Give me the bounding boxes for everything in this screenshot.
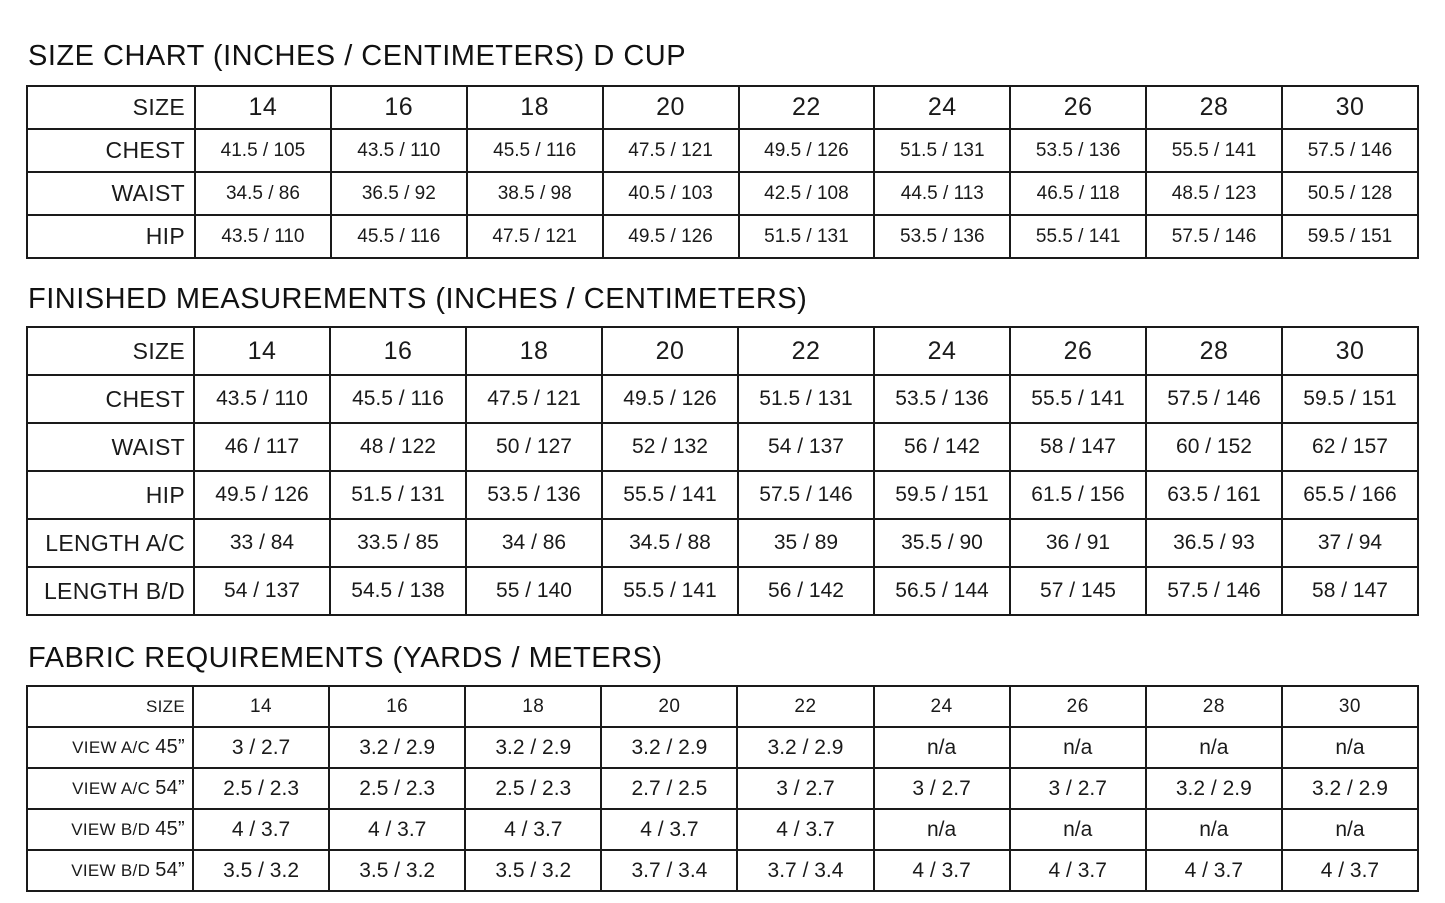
column-header-size: 16	[329, 686, 465, 727]
cell: 47.5 / 121	[603, 129, 739, 172]
column-header-size: 22	[739, 86, 875, 129]
column-header-size: 18	[465, 686, 601, 727]
row-label: WAIST	[27, 172, 195, 215]
cell: 53.5 / 136	[874, 215, 1010, 258]
cell: 54.5 / 138	[330, 567, 466, 615]
cell: n/a	[1146, 809, 1282, 850]
row-label-text: VIEW A/C	[72, 738, 151, 757]
cell: 43.5 / 110	[194, 375, 330, 423]
cell: 36.5 / 92	[331, 172, 467, 215]
cell: 3 / 2.7	[737, 768, 873, 809]
cell: 4 / 3.7	[193, 809, 329, 850]
row-label	[27, 768, 193, 809]
column-header-size: 18	[466, 327, 602, 375]
column-header-size: 22	[738, 327, 874, 375]
table-row	[27, 809, 1418, 850]
table-row	[27, 375, 1418, 423]
column-header-size: 14	[193, 686, 329, 727]
cell: 4 / 3.7	[874, 850, 1010, 891]
cell: 56 / 142	[738, 567, 874, 615]
cell: 56 / 142	[874, 423, 1010, 471]
cell: 57.5 / 146	[738, 471, 874, 519]
corner-label: SIZE	[27, 86, 195, 129]
section-fabric-requirements	[26, 642, 1419, 892]
fabric-requirements-table	[26, 685, 1419, 892]
cell: 4 / 3.7	[1146, 850, 1282, 891]
table-header-row	[27, 86, 1418, 129]
cell: 50 / 127	[466, 423, 602, 471]
cell: 3.2 / 2.9	[1146, 768, 1282, 809]
column-header-size: 24	[874, 686, 1010, 727]
cell: 3.7 / 3.4	[601, 850, 737, 891]
cell: 49.5 / 126	[603, 215, 739, 258]
cell: 57.5 / 146	[1282, 129, 1418, 172]
cell: 55.5 / 141	[1010, 215, 1146, 258]
cell: 65.5 / 166	[1282, 471, 1418, 519]
cell: 35 / 89	[738, 519, 874, 567]
cell: 37 / 94	[1282, 519, 1418, 567]
cell: n/a	[1146, 727, 1282, 768]
cell: 3.5 / 3.2	[465, 850, 601, 891]
cell: 53.5 / 136	[874, 375, 1010, 423]
cell: 44.5 / 113	[874, 172, 1010, 215]
cell: 43.5 / 110	[331, 129, 467, 172]
cell: 51.5 / 131	[738, 375, 874, 423]
cell: 45.5 / 116	[330, 375, 466, 423]
column-header-size: 20	[603, 86, 739, 129]
column-header-size: 20	[602, 327, 738, 375]
table-row	[27, 519, 1418, 567]
cell: 4 / 3.7	[465, 809, 601, 850]
section-size-chart	[26, 40, 1419, 259]
column-header-size: 28	[1146, 327, 1282, 375]
cell: 53.5 / 136	[466, 471, 602, 519]
cell: n/a	[874, 727, 1010, 768]
cell: 45.5 / 116	[467, 129, 603, 172]
cell: 59.5 / 151	[1282, 375, 1418, 423]
column-header-size: 26	[1010, 86, 1146, 129]
column-header-size: 28	[1146, 86, 1282, 129]
cell: 42.5 / 108	[739, 172, 875, 215]
column-header-size: 30	[1282, 686, 1418, 727]
section-heading: FINISHED MEASUREMENTS (INCHES / CENTIMETERS)	[28, 283, 808, 315]
column-header-size: 14	[195, 86, 331, 129]
cell: 43.5 / 110	[195, 215, 331, 258]
cell: 3.2 / 2.9	[465, 727, 601, 768]
cell: 33 / 84	[194, 519, 330, 567]
cell: 3.5 / 3.2	[193, 850, 329, 891]
cell: 50.5 / 128	[1282, 172, 1418, 215]
cell: 3 / 2.7	[193, 727, 329, 768]
cell: 2.5 / 2.3	[329, 768, 465, 809]
column-header-size: 16	[330, 327, 466, 375]
cell: 59.5 / 151	[874, 471, 1010, 519]
cell: 51.5 / 131	[739, 215, 875, 258]
size-chart-table	[26, 85, 1419, 259]
cell: 54 / 137	[738, 423, 874, 471]
cell: 3.2 / 2.9	[601, 727, 737, 768]
cell: n/a	[1010, 727, 1146, 768]
cell: 57 / 145	[1010, 567, 1146, 615]
cell: 3 / 2.7	[874, 768, 1010, 809]
row-label	[27, 727, 193, 768]
cell: 57.5 / 146	[1146, 567, 1282, 615]
cell: 46.5 / 118	[1010, 172, 1146, 215]
cell: 3.2 / 2.9	[329, 727, 465, 768]
cell: 57.5 / 146	[1146, 215, 1282, 258]
cell: n/a	[1010, 809, 1146, 850]
cell: 38.5 / 98	[467, 172, 603, 215]
cell: 4 / 3.7	[737, 809, 873, 850]
cell: 55.5 / 141	[1010, 375, 1146, 423]
cell: 62 / 157	[1282, 423, 1418, 471]
cell: 41.5 / 105	[195, 129, 331, 172]
cell: 45.5 / 116	[331, 215, 467, 258]
row-label: HIP	[27, 471, 194, 519]
cell: 3.5 / 3.2	[329, 850, 465, 891]
cell: 55.5 / 141	[1146, 129, 1282, 172]
cell: 61.5 / 156	[1010, 471, 1146, 519]
cell: 57.5 / 146	[1146, 375, 1282, 423]
row-label-text: VIEW B/D	[71, 820, 151, 839]
cell: 2.7 / 2.5	[601, 768, 737, 809]
column-header-size: 26	[1010, 327, 1146, 375]
cell: 54 / 137	[194, 567, 330, 615]
cell: 53.5 / 136	[1010, 129, 1146, 172]
column-header-size: 22	[737, 686, 873, 727]
row-label: LENGTH A/C	[27, 519, 194, 567]
cell: 2.5 / 2.3	[193, 768, 329, 809]
row-label: HIP	[27, 215, 195, 258]
cell: 4 / 3.7	[1282, 850, 1418, 891]
row-label-width: 45”	[155, 818, 185, 840]
cell: n/a	[1282, 809, 1418, 850]
cell: 34 / 86	[466, 519, 602, 567]
cell: 49.5 / 126	[602, 375, 738, 423]
row-label: LENGTH B/D	[27, 567, 194, 615]
finished-measurements-table	[26, 326, 1419, 616]
cell: 49.5 / 126	[194, 471, 330, 519]
column-header-size: 24	[874, 327, 1010, 375]
column-header-size: 20	[601, 686, 737, 727]
row-label-width: 54”	[155, 859, 185, 881]
cell: 55.5 / 141	[602, 471, 738, 519]
row-label-width: 54”	[155, 777, 185, 799]
column-header-size: 30	[1282, 327, 1418, 375]
row-label-text: VIEW A/C	[72, 779, 151, 798]
column-header-size: 26	[1010, 686, 1146, 727]
table-row	[27, 423, 1418, 471]
corner-label: SIZE	[27, 686, 193, 727]
column-header-size: 30	[1282, 86, 1418, 129]
column-header-size: 16	[331, 86, 467, 129]
section-finished-measurements	[26, 283, 1419, 616]
cell: 4 / 3.7	[601, 809, 737, 850]
row-label-text: VIEW B/D	[71, 861, 151, 880]
cell: 36 / 91	[1010, 519, 1146, 567]
table-header-row	[27, 327, 1418, 375]
table-row	[27, 471, 1418, 519]
cell: 2.5 / 2.3	[465, 768, 601, 809]
table-row	[27, 727, 1418, 768]
cell: 47.5 / 121	[467, 215, 603, 258]
cell: 34.5 / 86	[195, 172, 331, 215]
table-row	[27, 129, 1418, 172]
cell: 4 / 3.7	[1010, 850, 1146, 891]
cell: 35.5 / 90	[874, 519, 1010, 567]
column-header-size: 28	[1146, 686, 1282, 727]
cell: 58 / 147	[1010, 423, 1146, 471]
table-row	[27, 172, 1418, 215]
cell: 46 / 117	[194, 423, 330, 471]
cell: 34.5 / 88	[602, 519, 738, 567]
cell: 3 / 2.7	[1010, 768, 1146, 809]
page-title: SIZE CHART (INCHES / CENTIMETERS) D CUP	[28, 40, 687, 72]
row-label: CHEST	[27, 375, 194, 423]
cell: 49.5 / 126	[739, 129, 875, 172]
cell: 55 / 140	[466, 567, 602, 615]
table-row	[27, 215, 1418, 258]
cell: 48 / 122	[330, 423, 466, 471]
cell: 36.5 / 93	[1146, 519, 1282, 567]
cell: 48.5 / 123	[1146, 172, 1282, 215]
column-header-size: 24	[874, 86, 1010, 129]
cell: 63.5 / 161	[1146, 471, 1282, 519]
cell: 4 / 3.7	[329, 809, 465, 850]
cell: 47.5 / 121	[466, 375, 602, 423]
column-header-size: 14	[194, 327, 330, 375]
cell: 55.5 / 141	[602, 567, 738, 615]
row-label	[27, 850, 193, 891]
cell: 56.5 / 144	[874, 567, 1010, 615]
cell: 58 / 147	[1282, 567, 1418, 615]
section-heading: FABRIC REQUIREMENTS (YARDS / METERS)	[28, 642, 663, 674]
corner-label: SIZE	[27, 327, 194, 375]
cell: 60 / 152	[1146, 423, 1282, 471]
cell: 3.7 / 3.4	[737, 850, 873, 891]
cell: 59.5 / 151	[1282, 215, 1418, 258]
table-row	[27, 850, 1418, 891]
table-row	[27, 567, 1418, 615]
cell: 33.5 / 85	[330, 519, 466, 567]
cell: 40.5 / 103	[603, 172, 739, 215]
cell: 3.2 / 2.9	[1282, 768, 1418, 809]
cell: n/a	[874, 809, 1010, 850]
cell: 51.5 / 131	[330, 471, 466, 519]
row-label: WAIST	[27, 423, 194, 471]
cell: 3.2 / 2.9	[737, 727, 873, 768]
row-label: CHEST	[27, 129, 195, 172]
cell: n/a	[1282, 727, 1418, 768]
cell: 51.5 / 131	[874, 129, 1010, 172]
row-label	[27, 809, 193, 850]
column-header-size: 18	[467, 86, 603, 129]
cell: 52 / 132	[602, 423, 738, 471]
table-header-row	[27, 686, 1418, 727]
row-label-width: 45”	[155, 736, 185, 758]
table-row	[27, 768, 1418, 809]
